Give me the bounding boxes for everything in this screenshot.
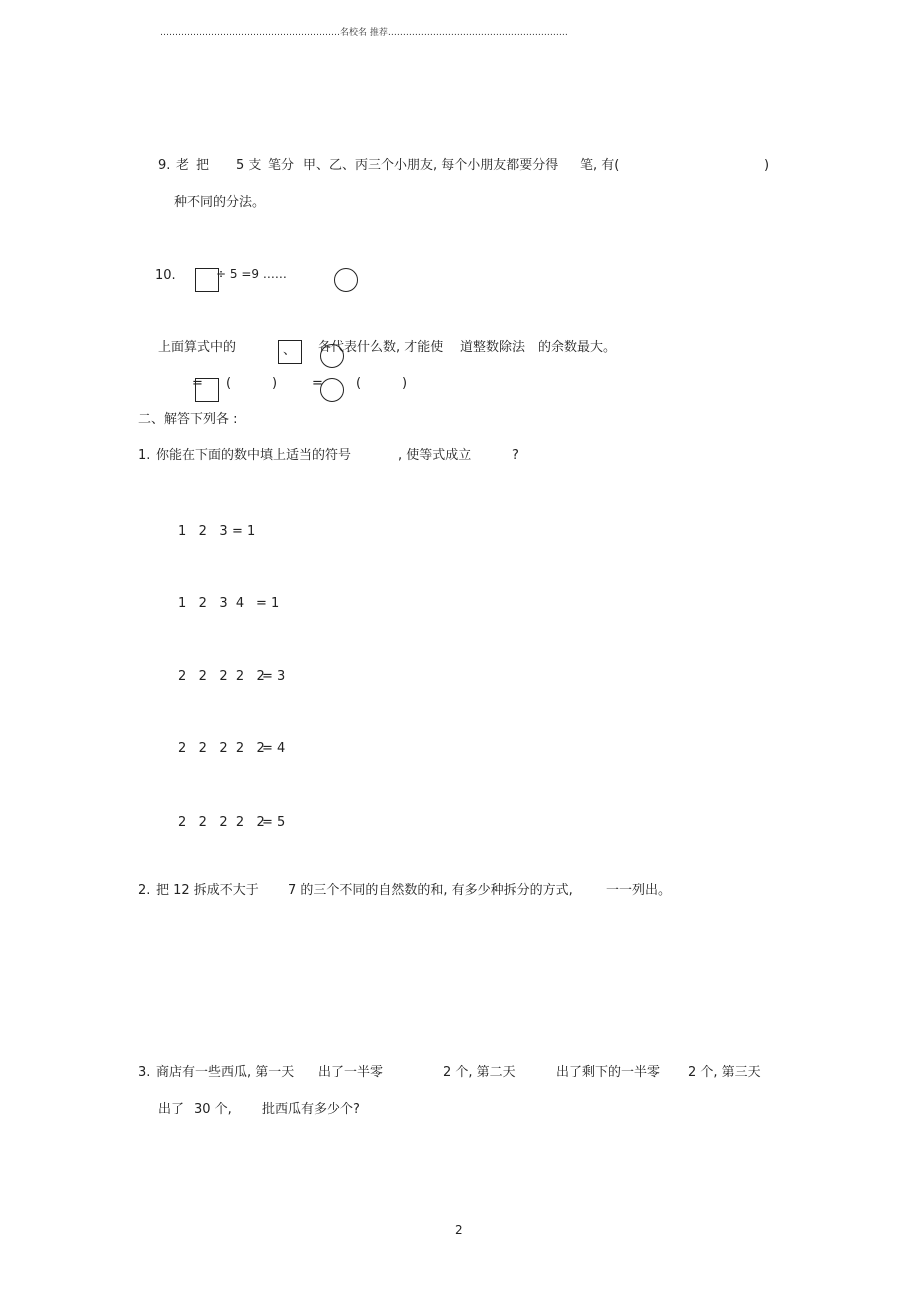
- question-text: 笔, 有(: [580, 158, 620, 173]
- division-expression: ÷ 5 =9 ……: [216, 267, 287, 281]
- equation-numbers: 1 2 3 4: [178, 596, 245, 611]
- question-text: 5 支: [236, 158, 262, 173]
- question-text: 道整数除法: [460, 340, 526, 355]
- equation-result: = 4: [262, 741, 286, 756]
- question-number: 10.: [155, 268, 176, 283]
- problem-text: 一一列出。: [606, 883, 672, 898]
- separator-mark: 、: [283, 343, 297, 358]
- problem-text: 7 的三个不同的自然数的和, 有多少种拆分的方式,: [288, 883, 573, 898]
- answer-paren-close: ): [402, 376, 408, 391]
- question-text: 上面算式中的: [158, 340, 237, 355]
- problem-number: 1.: [138, 448, 151, 463]
- page-number: 2: [455, 1223, 463, 1237]
- problem-text: ?: [512, 448, 519, 463]
- equation-numbers: 2 2 2 2 2: [178, 741, 265, 756]
- answer-paren-open: (: [356, 376, 362, 391]
- blank-circle[interactable]: [334, 268, 358, 292]
- equation-numbers: 1 2 3: [178, 524, 228, 539]
- question-text: 的余数最大。: [538, 340, 617, 355]
- question-text: 把: [196, 158, 210, 173]
- problem-text: , 使等式成立: [398, 448, 472, 463]
- question-text: 甲、乙、丙三个小朋友, 每个小朋友都要分得: [303, 158, 559, 173]
- question-text: 各代表什么数, 才能使: [318, 340, 444, 355]
- problem-text: 把 12 拆成不大于: [156, 883, 259, 898]
- equation-result: = 1: [256, 596, 280, 611]
- answer-circle: [320, 378, 344, 402]
- problem-number: 3.: [138, 1065, 151, 1080]
- question-number: 9.: [158, 158, 171, 173]
- equation-numbers: 2 2 2 2 2: [178, 669, 265, 684]
- page-header: ……………………………………………………名校名 推荐……………………………………………………: [160, 28, 568, 38]
- equals-sign: =: [312, 376, 323, 391]
- question-text: 笔分: [268, 158, 295, 173]
- problem-text: 2 个, 第二天: [443, 1065, 516, 1080]
- question-text: 老: [176, 158, 190, 173]
- equals-sign: =: [192, 376, 203, 391]
- problem-text: 你能在下面的数中填上适当的符号: [156, 448, 352, 463]
- problem-text-line2: 出了: [158, 1102, 185, 1117]
- section-title: 二、解答下列各 :: [138, 412, 238, 427]
- equation-numbers: 2 2 2 2 2: [178, 815, 265, 830]
- problem-text: 商店有一些西瓜, 第一天: [156, 1065, 295, 1080]
- equation-result: = 1: [232, 524, 256, 539]
- problem-number: 2.: [138, 883, 151, 898]
- answer-paren-close: ): [272, 376, 278, 391]
- blank-square-ref: [278, 340, 302, 364]
- answer-paren-open: (: [226, 376, 232, 391]
- equation-result: = 5: [262, 815, 286, 830]
- answer-paren-close: ): [764, 158, 770, 173]
- equation-result: = 3: [262, 669, 286, 684]
- problem-text: 出了剩下的一半零: [556, 1065, 661, 1080]
- question-text-line2: 种不同的分法。: [174, 195, 266, 210]
- problem-text: 出了一半零: [318, 1065, 384, 1080]
- problem-text-line2: 批西瓜有多少个?: [262, 1102, 360, 1117]
- problem-text-line2: 30 个,: [194, 1102, 232, 1117]
- problem-text: 2 个, 第三天: [688, 1065, 761, 1080]
